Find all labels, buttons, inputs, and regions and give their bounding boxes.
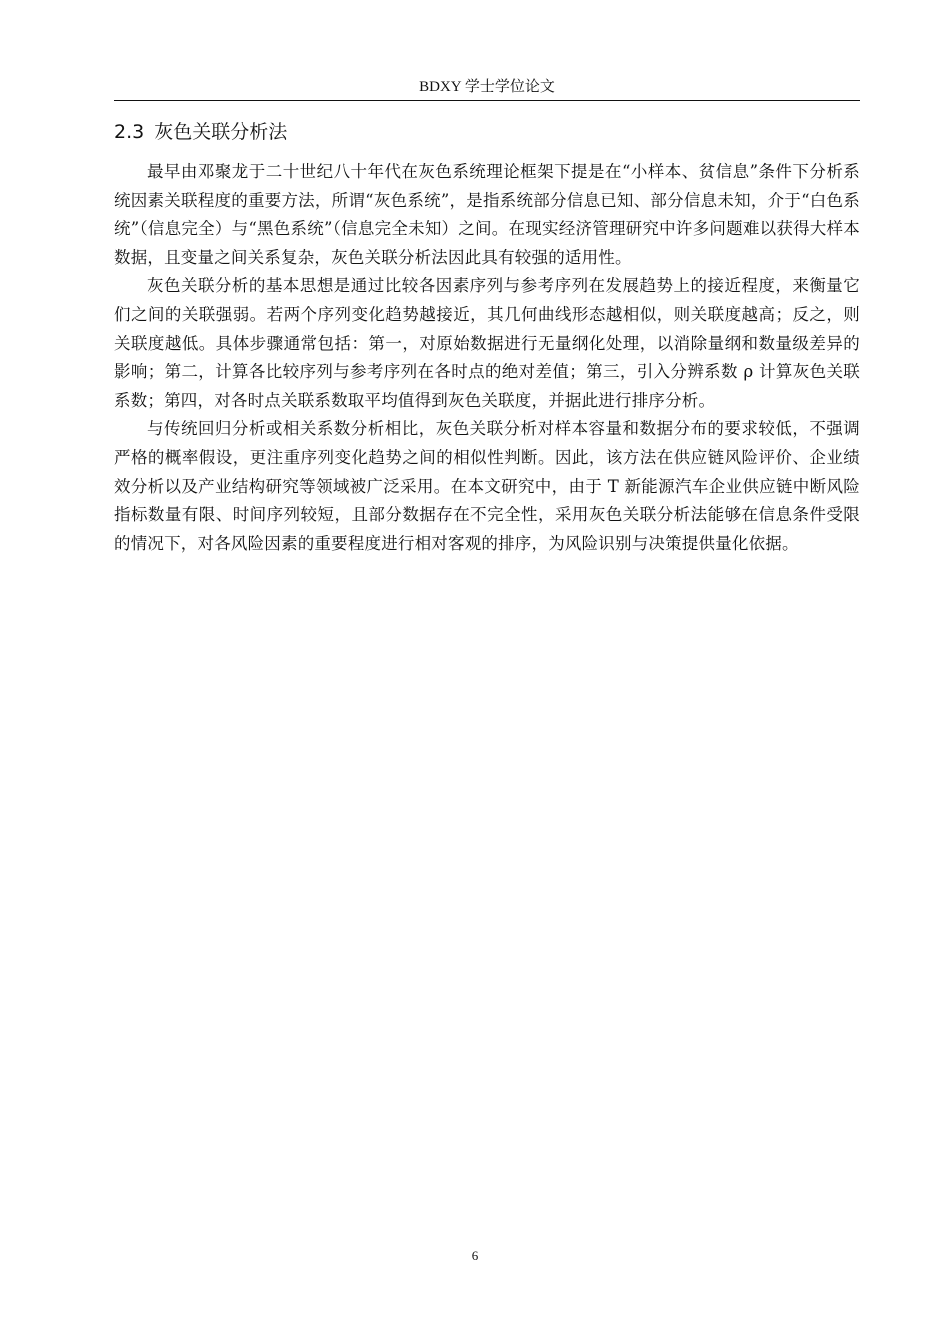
section-heading [114,118,860,146]
running-header: BDXY 学士学位论文 [419,79,555,95]
header-rule [114,100,860,101]
paragraph-2: 灰色关联分析的基本思想是通过比较各因素序列与参考序列在发展趋势上的接近程度，来衡量它们之间的关联强弱。若两个序列变化趋势越接近，其几何曲线形态越相似，则关联度越高；反之，则关联度越低。具体步骤通常包括：第一，对原始数据进行无量纲化处理，以消除量纲和数量级差异的影响；第二，计算各比较序列与参考序列在各时点的绝对差值；第三，引入分辨系数 ρ 计算灰色关联系数；第四，对各时点关联系数取平均值得到灰色关联度，并据此进行排序分析。 [114,276,860,410]
section-body [114,158,860,558]
section-title-text: 灰色关联分析法 [154,121,288,143]
page-number: 6 [471,1248,479,1263]
paragraph-1: 最早由邓聚龙于二十世纪八十年代在灰色系统理论框架下提是在“小样本、贫信息”条件下分析系统因素关联程度的重要方法，所谓“灰色系统”，是指系统部分信息已知、部分信息未知，介于“白色系统”（信息完全）与“黑色系统”（信息完全未知）之间。在现实经济管理研究中许多问题难以获得大样本数据，且变量之间关系复杂，灰色关联分析法因此具有较强的适用性。 [114,162,860,267]
paragraph-3: 与传统回归分析或相关系数分析相比，灰色关联分析对样本容量和数据分布的要求较低，不强调严格的概率假设，更注重序列变化趋势之间的相似性判断。因此，该方法在供应链风险评价、企业绩效分析以及产业结构研究等领域被广泛采用。在本文研究中，由于 T 新能源汽车企业供应链中断风险指标数量有限、时间序列较短，且部分数据存在不完全性，采用灰色关联分析法能够在信息条件受限的情况下，对各风险因素的重要程度进行相对客观的排序，为风险识别与决策提供量化依据。 [114,419,860,553]
section-number: 2.3 [114,121,145,143]
